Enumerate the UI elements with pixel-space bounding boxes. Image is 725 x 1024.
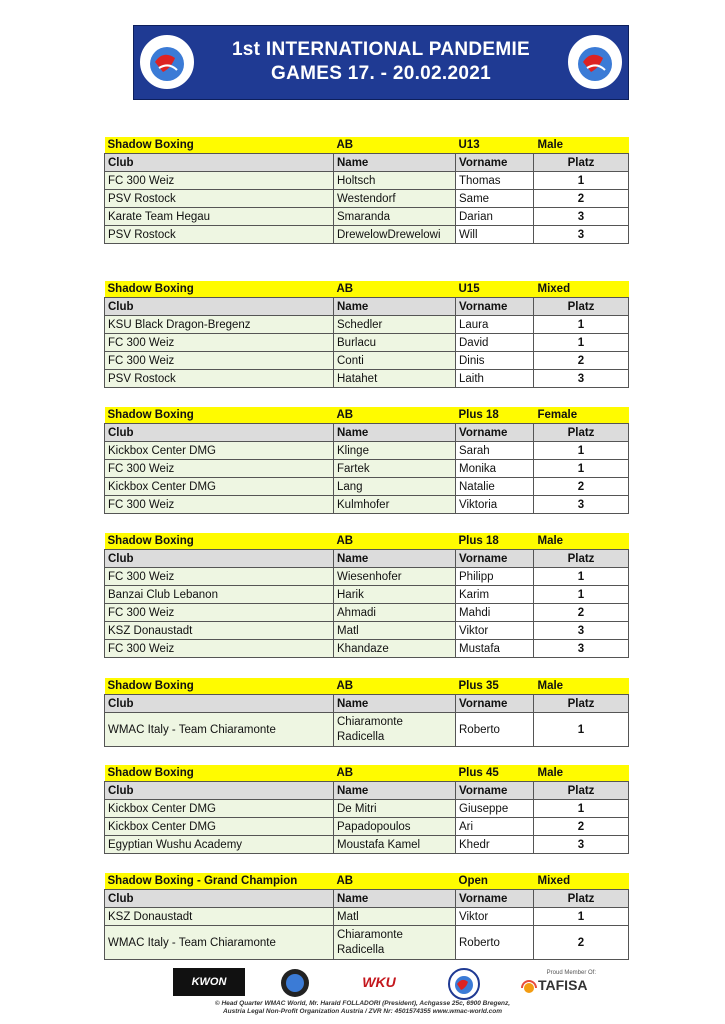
table-row [105,818,629,836]
platz-cell: 2 [534,478,629,496]
platz-cell: 3 [534,836,629,854]
table-row [105,334,629,352]
table-row [105,226,629,244]
gender-label: Male [534,678,629,695]
discipline-label: Shadow Boxing [105,137,334,154]
vorname-cell: Natalie [456,478,534,496]
platz-header: Platz [534,550,629,568]
age-class-label: U13 [456,137,534,154]
platz-cell: 1 [534,316,629,334]
wmac-logo-icon [565,32,625,92]
results-section [104,765,628,854]
gender-label: Male [534,137,629,154]
age-class-label: Open [456,873,534,890]
club-cell: FC 300 Weiz [105,172,334,190]
wku-logo: WKU [362,974,396,990]
category-row [105,281,629,298]
platz-header: Platz [534,695,629,713]
table-row [105,172,629,190]
category-row [105,533,629,550]
vorname-cell: Giuseppe [456,800,534,818]
results-table [104,678,629,747]
results-section [104,137,628,244]
category-row [105,407,629,424]
wmac-globe-icon [448,968,480,1000]
results-section [104,873,628,960]
vorname-cell: Viktor [456,908,534,926]
column-header-row [105,154,629,172]
age-class-label: Plus 35 [456,678,534,695]
sponsor-logos [150,968,600,998]
table-row [105,460,629,478]
wmac-emblem-icon [280,968,310,998]
vorname-cell: Ari [456,818,534,836]
name-cell: Klinge [334,442,456,460]
table-row [105,568,629,586]
vorname-header: Vorname [456,782,534,800]
name-cell: DrewelowDrewelowi [334,226,456,244]
platz-cell: 3 [534,622,629,640]
vorname-header: Vorname [456,550,534,568]
ab-label: AB [334,765,456,782]
column-header-row [105,550,629,568]
name-cell: Wiesenhofer [334,568,456,586]
category-row [105,765,629,782]
event-title [196,38,566,86]
platz-cell: 1 [534,800,629,818]
name-cell: Chiaramonte Radicella [334,713,456,747]
club-cell: PSV Rostock [105,370,334,388]
table-row [105,604,629,622]
table-row [105,316,629,334]
club-header: Club [105,424,334,442]
name-header: Name [334,695,456,713]
club-cell: FC 300 Weiz [105,352,334,370]
kwon-logo: KWON [173,968,245,996]
name-cell: Fartek [334,460,456,478]
platz-cell: 3 [534,226,629,244]
platz-cell: 1 [534,334,629,352]
discipline-label: Shadow Boxing [105,678,334,695]
footer-line2: Austria Legal Non-Profit Organization Austria / ZVR Nr: 4501574355 www.wmac-world.com [222,1008,503,1015]
platz-cell: 1 [534,908,629,926]
table-row [105,352,629,370]
discipline-label: Shadow Boxing [105,765,334,782]
tafisa-logo: Proud Member Of: TAFISA [520,970,600,998]
platz-cell: 1 [534,568,629,586]
table-row [105,190,629,208]
platz-header: Platz [534,154,629,172]
vorname-cell: Dinis [456,352,534,370]
name-header: Name [334,424,456,442]
vorname-header: Vorname [456,424,534,442]
platz-cell: 2 [534,190,629,208]
name-header: Name [334,298,456,316]
name-cell: Hatahet [334,370,456,388]
table-row [105,713,629,747]
table-row [105,370,629,388]
table-row [105,208,629,226]
club-cell: Banzai Club Lebanon [105,586,334,604]
header-banner [133,25,629,100]
ab-label: AB [334,678,456,695]
platz-cell: 3 [534,496,629,514]
club-cell: WMAC Italy - Team Chiaramonte [105,926,334,960]
vorname-cell: Khedr [456,836,534,854]
platz-header: Platz [534,298,629,316]
vorname-cell: Karim [456,586,534,604]
name-cell: Harik [334,586,456,604]
age-class-label: Plus 18 [456,407,534,424]
platz-cell: 3 [534,208,629,226]
table-row [105,478,629,496]
club-cell: Kickbox Center DMG [105,478,334,496]
platz-cell: 1 [534,172,629,190]
club-header: Club [105,695,334,713]
table-row [105,496,629,514]
platz-header: Platz [534,424,629,442]
club-cell: FC 300 Weiz [105,334,334,352]
discipline-label: Shadow Boxing [105,407,334,424]
tafisa-sun-icon [520,976,538,994]
table-row [105,908,629,926]
results-table [104,765,629,854]
club-header: Club [105,550,334,568]
column-header-row [105,890,629,908]
discipline-label: Shadow Boxing [105,533,334,550]
vorname-cell: Monika [456,460,534,478]
platz-cell: 2 [534,926,629,960]
vorname-cell: Sarah [456,442,534,460]
name-cell: Matl [334,622,456,640]
platz-cell: 2 [534,604,629,622]
results-table [104,137,629,244]
table-row [105,800,629,818]
club-header: Club [105,782,334,800]
vorname-cell: Viktoria [456,496,534,514]
club-cell: PSV Rostock [105,226,334,244]
discipline-label: Shadow Boxing - Grand Champion [105,873,334,890]
platz-cell: 1 [534,442,629,460]
name-cell: Conti [334,352,456,370]
column-header-row [105,782,629,800]
vorname-cell: Laura [456,316,534,334]
age-class-label: Plus 45 [456,765,534,782]
table-row [105,442,629,460]
name-cell: Schedler [334,316,456,334]
gender-label: Mixed [534,873,629,890]
gender-label: Mixed [534,281,629,298]
vorname-cell: Same [456,190,534,208]
name-cell: Matl [334,908,456,926]
results-table [104,533,629,658]
name-cell: Kulmhofer [334,496,456,514]
vorname-cell: Darian [456,208,534,226]
category-row [105,678,629,695]
club-cell: Karate Team Hegau [105,208,334,226]
vorname-cell: Will [456,226,534,244]
vorname-cell: Mustafa [456,640,534,658]
platz-cell: 2 [534,352,629,370]
platz-cell: 1 [534,460,629,478]
event-title-line1: 1st INTERNATIONAL PANDEMIE [231,39,531,60]
vorname-cell: Roberto [456,713,534,747]
column-header-row [105,424,629,442]
vorname-cell: Mahdi [456,604,534,622]
vorname-cell: Laith [456,370,534,388]
name-header: Name [334,550,456,568]
results-table [104,873,629,960]
gender-label: Male [534,533,629,550]
event-title-line2: GAMES 17. - 20.02.2021 [271,63,491,84]
vorname-cell: David [456,334,534,352]
name-cell: Khandaze [334,640,456,658]
footer-address [140,1000,585,1016]
platz-header: Platz [534,890,629,908]
club-cell: FC 300 Weiz [105,496,334,514]
footer-line1: © Head Quarter WMAC World, Mr. Harald FOLLADORI (President), Achgasse 25c, 6900 Bregenz, [214,1000,511,1007]
name-cell: Moustafa Kamel [334,836,456,854]
club-cell: KSZ Donaustadt [105,622,334,640]
vorname-header: Vorname [456,298,534,316]
club-cell: FC 300 Weiz [105,604,334,622]
table-row [105,640,629,658]
platz-cell: 2 [534,818,629,836]
ab-label: AB [334,873,456,890]
name-cell: Burlacu [334,334,456,352]
wmac-logo-icon [137,32,197,92]
vorname-cell: Thomas [456,172,534,190]
name-cell: De Mitri [334,800,456,818]
club-header: Club [105,154,334,172]
name-header: Name [334,154,456,172]
name-cell: Holtsch [334,172,456,190]
column-header-row [105,695,629,713]
table-row [105,836,629,854]
name-header: Name [334,782,456,800]
name-cell: Lang [334,478,456,496]
results-section [104,407,628,514]
club-header: Club [105,890,334,908]
results-section [104,678,628,747]
results-section [104,533,628,658]
club-cell: Kickbox Center DMG [105,442,334,460]
discipline-label: Shadow Boxing [105,281,334,298]
club-cell: KSZ Donaustadt [105,908,334,926]
club-cell: FC 300 Weiz [105,568,334,586]
category-row [105,137,629,154]
table-row [105,622,629,640]
results-table [104,407,629,514]
name-cell: Smaranda [334,208,456,226]
vorname-cell: Roberto [456,926,534,960]
name-cell: Chiaramonte Radicella [334,926,456,960]
name-header: Name [334,890,456,908]
ab-label: AB [334,533,456,550]
table-row [105,926,629,960]
club-cell: WMAC Italy - Team Chiaramonte [105,713,334,747]
club-cell: FC 300 Weiz [105,460,334,478]
vorname-cell: Viktor [456,622,534,640]
vorname-header: Vorname [456,154,534,172]
name-cell: Ahmadi [334,604,456,622]
vorname-header: Vorname [456,695,534,713]
ab-label: AB [334,407,456,424]
club-cell: Egyptian Wushu Academy [105,836,334,854]
results-table [104,281,629,388]
table-row [105,586,629,604]
platz-cell: 1 [534,586,629,604]
vorname-cell: Philipp [456,568,534,586]
results-section [104,281,628,388]
vorname-header: Vorname [456,890,534,908]
platz-cell: 1 [534,713,629,747]
ab-label: AB [334,281,456,298]
platz-cell: 3 [534,640,629,658]
club-cell: Kickbox Center DMG [105,800,334,818]
name-cell: Westendorf [334,190,456,208]
platz-header: Platz [534,782,629,800]
gender-label: Male [534,765,629,782]
platz-cell: 3 [534,370,629,388]
age-class-label: Plus 18 [456,533,534,550]
club-header: Club [105,298,334,316]
club-cell: PSV Rostock [105,190,334,208]
age-class-label: U15 [456,281,534,298]
column-header-row [105,298,629,316]
club-cell: Kickbox Center DMG [105,818,334,836]
club-cell: KSU Black Dragon-Bregenz [105,316,334,334]
ab-label: AB [334,137,456,154]
category-row [105,873,629,890]
name-cell: Papadopoulos [334,818,456,836]
gender-label: Female [534,407,629,424]
club-cell: FC 300 Weiz [105,640,334,658]
